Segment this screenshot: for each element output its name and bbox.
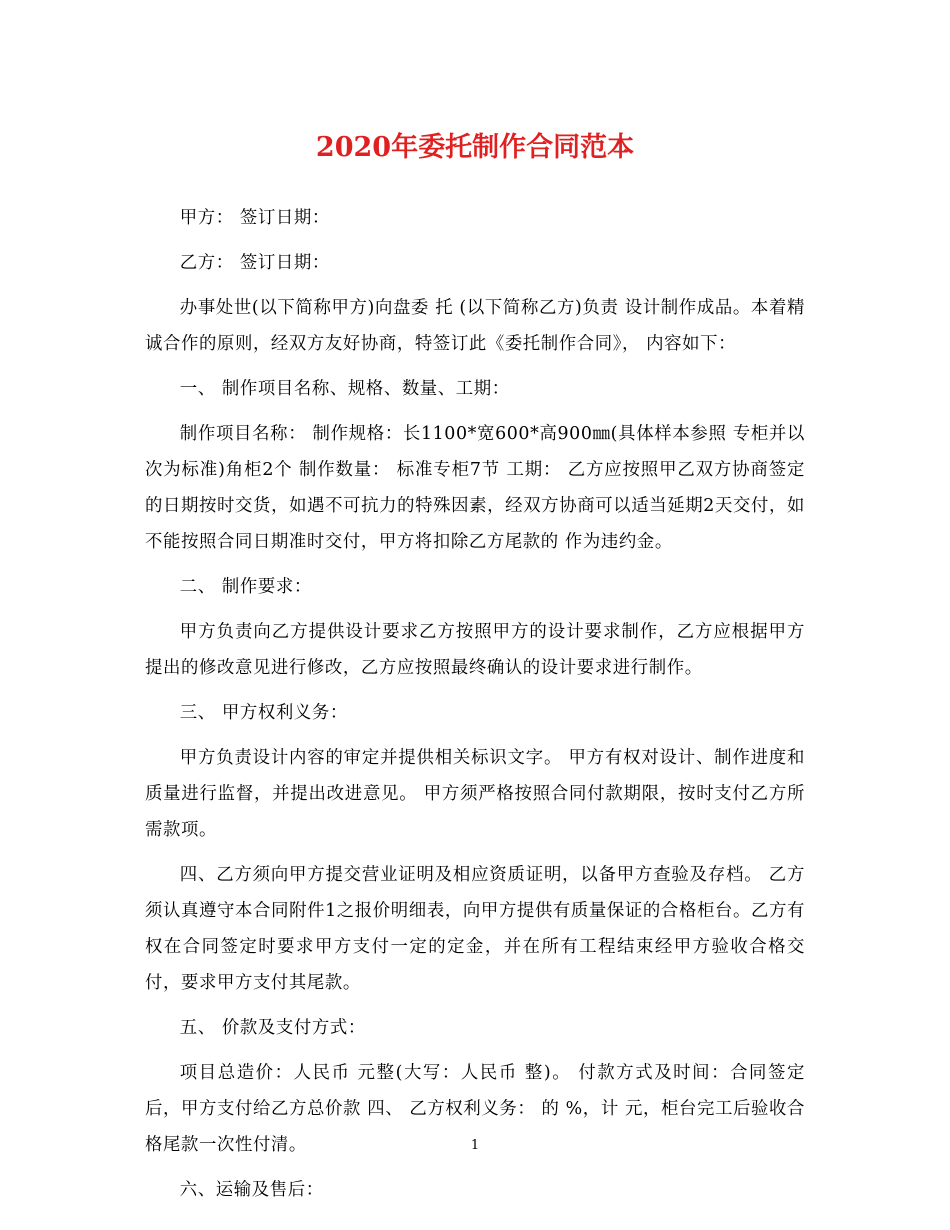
section-heading-6: 六、运输及售后： [179,1180,324,1200]
section-heading-2: 二、 制作要求： [179,577,312,597]
paragraph-party-a: 甲方： 签订日期： [179,208,330,228]
paragraph-section-2: 甲方负责向乙方提供设计要求乙方按照甲方的设计要求制作，乙方应根据甲方提出的修改意见进行修改，乙方应按照最终确认的设计要求进行制作。 [145,622,805,678]
section-heading-1: 一、 制作项目名称、规格、数量、工期： [179,379,510,399]
paragraph-section-3: 甲方负责设计内容的审定并提供相关标识文字。 甲方有权对设计、制作进度和质量进行监督，并提出改进意见。 甲方须严格按照合同付款期限，按时支付乙方所需款项。 [145,748,805,840]
document-body [145,200,805,1217]
paragraph-section-4: 四、乙方须向甲方提交营业证明及相应资质证明，以备甲方查验及存档。 乙方须认真遵守本合同附件1之报价明细表，向甲方提供有质量保证的合格柜台。乙方有权在合同签定时要求甲方支付一定的定金，并在所有工程结束经甲方验收合格交付，要求甲方支付其尾款。 [145,865,805,993]
section-heading-5: 五、 价款及支付方式： [179,1018,366,1038]
paragraph-section-5: 项目总造价：人民币 元整(大写：人民币 整)。 付款方式及时间：合同签定后，甲方支付给乙方总价款 四、 乙方权利义务： 的 %，计 元，柜台完工后验收合格尾款一次性付清。 [145,1063,805,1155]
paragraph-party-b: 乙方： 签订日期： [179,253,330,273]
paragraph-section-1: 制作项目名称： 制作规格：长1100*宽600*高900㎜(具体样本参照 专柜并以次为标准)角柜2个 制作数量： 标准专柜7节 工期： 乙方应按照甲乙双方协商签定的日期按时交货，如遇不可抗力的特殊因素，经双方协商可以适当延期2天交付，如不能按照合同日期准时交付，甲方将扣除乙方尾款的 作为违约金。 [145,424,805,552]
section-heading-3: 三、 甲方权利义务： [179,703,348,723]
paragraph-intro: 办事处世(以下简称甲方)向盘委 托 (以下简称乙方)负责 设计制作成品。本着精诚合作的原则，经双方友好协商，特签订此《委托制作合同》， 内容如下： [145,298,805,354]
page-number: 1 [470,1138,480,1153]
document-title: 2020年委托制作合同范本 [315,132,635,163]
